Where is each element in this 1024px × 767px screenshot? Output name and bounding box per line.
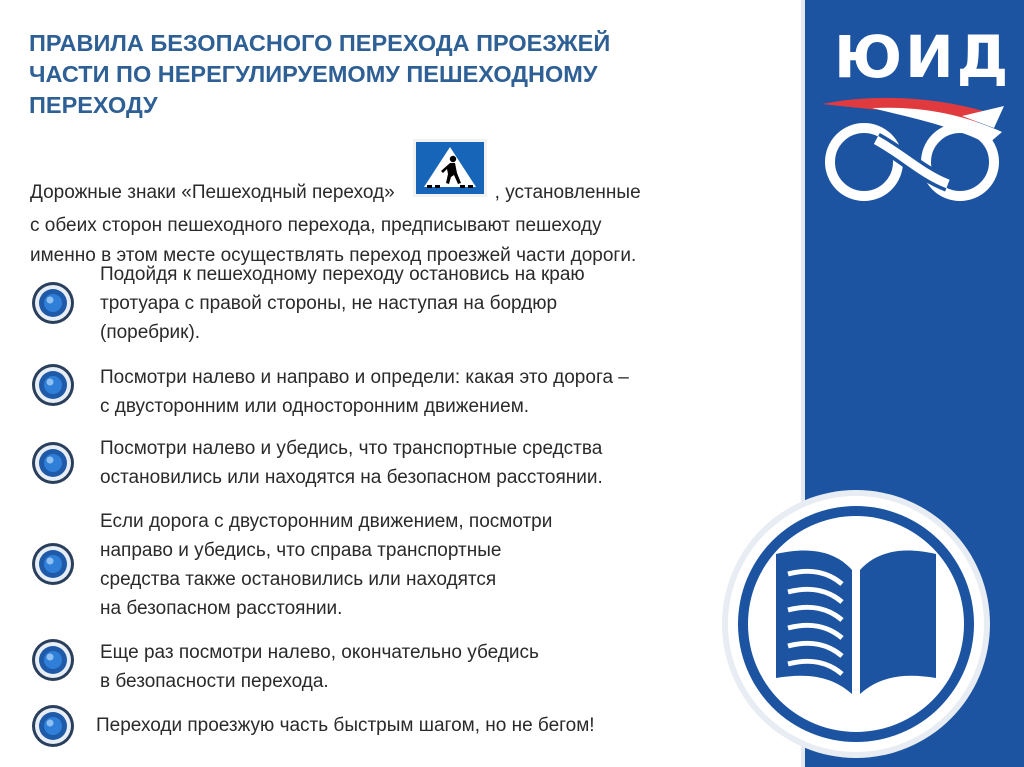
rule-line: средства также остановились или находятся (100, 569, 497, 590)
pedestrian-crossing-sign-icon (413, 139, 487, 197)
rule-line: с двусторонним или односторонним движением. (100, 396, 530, 417)
blue-ring-bullet-icon (30, 440, 76, 486)
rule-item (100, 638, 539, 696)
title-line: ПРАВИЛА БЕЗОПАСНОГО ПЕРЕХОДА ПРОЕЗЖЕЙ (29, 30, 611, 56)
rule-line: на безопасном расстоянии. (100, 598, 343, 619)
rule-line: (поребрик). (100, 322, 201, 343)
rule-line: Посмотри налево и направо и определи: какая это дорога – (100, 367, 629, 388)
rule-line: направо и убедись, что справа транспортные (100, 540, 502, 561)
intro-text-after-sign: , установленные (494, 182, 641, 203)
open-book-icon (716, 488, 996, 760)
rule-line: Если дорога с двусторонним движением, посмотри (100, 511, 553, 532)
rule-item (100, 363, 629, 421)
intro-first-line (30, 153, 800, 211)
intro-text-before-sign: Дорожные знаки «Пешеходный переход» (30, 182, 395, 203)
rule-line: Подойдя к пешеходному переходу остановись на краю (100, 264, 585, 285)
blue-ring-bullet-icon (30, 362, 76, 408)
rule-line: Посмотри налево и убедись, что транспортные средства (100, 438, 603, 459)
intro-line: с обеих сторон пешеходного перехода, предписывают пешеходу (30, 215, 602, 236)
rule-item (100, 507, 552, 623)
blue-ring-bullet-icon (30, 703, 76, 749)
yuid-infinity-wheels-icon (812, 92, 1012, 210)
intro-paragraph (30, 153, 800, 271)
blue-ring-bullet-icon (30, 637, 76, 683)
rule-line: тротуара с правой стороны, не наступая на бордюр (100, 293, 558, 314)
rule-item (100, 434, 603, 492)
title-line: ЧАСТИ ПО НЕРЕГУЛИРУЕМОМУ ПЕШЕХОДНОМУ (29, 61, 598, 87)
yuid-logo-text: ЮИД (834, 23, 1012, 91)
rule-line: остановились или находятся на безопасном расстоянии. (100, 467, 603, 488)
rule-line: Еще раз посмотри налево, окончательно убедись (100, 642, 539, 663)
intro-line: именно в этом месте осуществлять переход проезжей части дороги. (30, 245, 637, 266)
rule-item (96, 711, 595, 740)
title-line: ПЕРЕХОДУ (29, 92, 158, 118)
page-title (29, 28, 719, 121)
blue-ring-bullet-icon (30, 541, 76, 587)
blue-ring-bullet-icon (30, 280, 76, 326)
rule-item (100, 260, 585, 347)
rule-line: Переходи проезжую часть быстрым шагом, но не бегом! (96, 715, 595, 736)
rule-line: в безопасности перехода. (100, 671, 329, 692)
